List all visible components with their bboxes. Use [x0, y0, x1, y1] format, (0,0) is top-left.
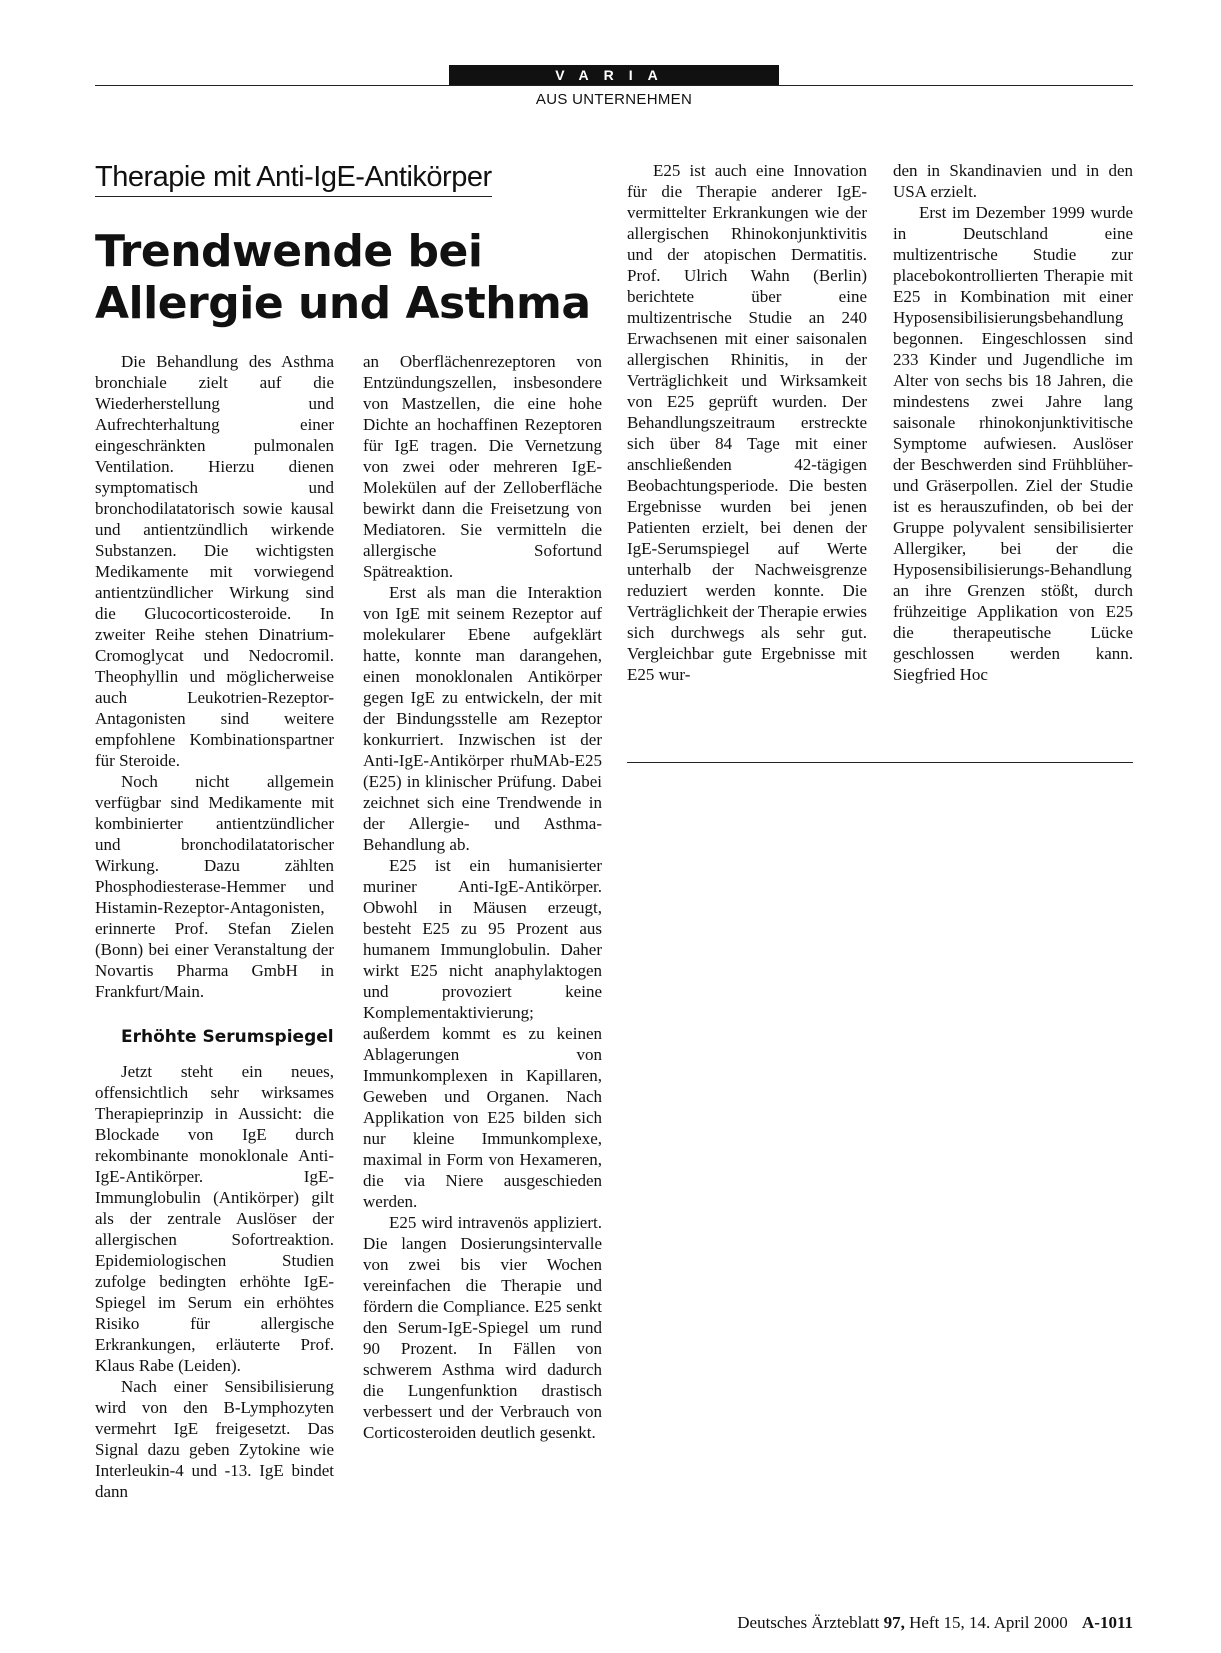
headline-line-2: Allergie und Asthma	[95, 278, 591, 329]
subheading: Erhöhte Serumspiegel	[121, 1027, 334, 1047]
volume-number: 97,	[883, 1613, 905, 1632]
paragraph: an Oberflächenrezeptoren von Entzündungszellen, insbesondere von Mastzellen, die eine hohe Dichte an hochaffinen Rezeptoren für IgE tragen. Die Vernetzung von zwei oder mehreren IgE-Molekülen auf der Zelloberfläche bewirkt dann die Freisetzung von Mediatoren. Sie vermitteln die allergische Sofortund Spätreaktion.	[363, 352, 602, 581]
issue-info: Heft 15, 14. April 2000	[909, 1613, 1068, 1632]
paragraph: E25 wird intravenös appliziert. Die langen Dosierungsintervalle von zwei bis vier Wochen vereinfachen die Therapie und fördern die Compliance. E25 senkt den Serum-IgE-Spiegel um rund 90 Prozent. In Fällen von schwerem Asthma wird dadurch die Lungenfunktion drastisch verbessert und der Verbrauch von Corticosteroiden deutlich gesenkt.	[363, 1213, 602, 1442]
subsection-label: AUS UNTERNEHMEN	[535, 91, 693, 108]
page-footer	[737, 1613, 1133, 1633]
section-label: VARIA	[449, 65, 779, 85]
paragraph: Noch nicht allgemein verfügbar sind Medikamente mit kombinierter antientzündlicher und bronchodilatatorischer Wirkung. Dazu zählten Phosphodiesterase-Hemmer und Histamin-Rezeptor-Antagonisten, erinnerte Prof. Stefan Zielen (Bonn) bei einer Veranstaltung der Novartis Pharma GmbH in Frankfurt/Main.	[95, 772, 334, 1001]
page-number: A-1011	[1082, 1613, 1133, 1632]
headline-line-1: Trendwende bei	[95, 226, 483, 277]
paragraph	[893, 202, 1133, 685]
paragraph-text: Erst im Dezember 1999 wurde in Deutschland eine multizentrische Studie zur placebokontrollierten Therapie mit E25 in Kombination mit einer Hyposensibilisierungsbehandlung begonnen. Eingeschlossen sind 233 Kinder und Jugendliche im Alter von sechs bis 18 Jahren, die mindestens zwei Jahre lang saisonale rhinokonjunktivitische Symptome aufwiesen. Auslöser der Beschwerden sind Frühblüher- und Gräserpollen. Ziel der Studie ist es herauszufinden, ob bei der Gruppe polyvalent sensibilisierter Allergiker, bei der die Hyposensibilisierungs-Behandlung an ihre Grenzen stößt, durch frühzeitige Applikation von E25 die therapeutische Lücke geschlossen werden kann.	[893, 203, 1133, 663]
paragraph: den in Skandinavien und in den USA erzielt.	[893, 161, 1133, 201]
paragraph: Erst als man die Interaktion von IgE mit seinem Rezeptor auf molekularer Ebene aufgeklärt hatte, konnte man darangehen, einen monoklonalen Antikörper gegen IgE zu entwickeln, der mit der Bindungsstelle am Rezeptor konkurriert. Inzwischen ist der Anti-IgE-Antikörper rhuMAb-E25 (E25) in klinischer Prüfung. Dabei zeichnet sich eine Trendwende in der Allergie- und Asthma-Behandlung ab.	[363, 583, 602, 854]
paragraph: Die Behandlung des Asthma bronchiale zielt auf die Wiederherstellung und Aufrechterhaltung einer eingeschränkten pulmonalen Ventilation. Hierzu dienen symptomatisch und bronchodilatatorisch sowie kausal und antientzündlich wirkende Substanzen. Die wichtigsten Medikamente mit vorwiegend antientzündlicher Wirkung sind die Glucocorticosteroide. In zweiter Reihe stehen Dinatrium-Cromoglycat und Nedocromil. Theophyllin und möglicherweise auch Leukotrien-Rezeptor-Antagonisten sind weitere empfohlene Kombinationspartner für Steroide.	[95, 352, 334, 770]
article-kicker: Therapie mit Anti-IgE-Antikörper	[95, 160, 492, 197]
text-column-2	[363, 351, 602, 1443]
author-name: Siegfried Hoc	[893, 665, 988, 684]
paragraph: E25 ist ein humanisierter muriner Anti-IgE-Antikörper. Obwohl in Mäusen erzeugt, besteht E25 zu 95 Prozent aus humanem Immunglobulin. Daher wirkt E25 nicht anaphylaktogen und provoziert keine Komplementaktivierung; außerdem kommt es zu keinen Ablagerungen von Immunkomplexen in Kapillaren, Geweben und Organen. Nach Applikation von E25 bilden sich nur kleine Immunkomplexe, maximal in Form von Hexameren, die via Niere ausgeschieden werden.	[363, 856, 602, 1211]
article-headline	[95, 226, 615, 330]
text-column-3	[627, 160, 867, 685]
header-rule	[95, 85, 1133, 86]
journal-name: Deutsches Ärzteblatt	[737, 1613, 880, 1632]
text-column-4	[893, 160, 1133, 685]
paragraph: E25 ist auch eine Innovation für die Therapie anderer IgE-vermittelter Erkrankungen wie der allergischen Rhinokonjunktivitis und der atopischen Dermatitis. Prof. Ulrich Wahn (Berlin) berichtete über eine multizentrische Studie an 240 Erwachsenen mit einer saisonalen allergischen Rhinitis, in der Verträglichkeit und Wirksamkeit von E25 geprüft wurden. Der Behandlungszeitraum erstreckte sich über 84 Tage mit einer anschließenden 42-tägigen Beobachtungsperiode. Die besten Ergebnisse wurden bei jenen Patienten erzielt, bei denen der IgE-Serumspiegel auf Werte unterhalb der Nachweisgrenze reduziert werden konnte. Die Verträglichkeit der Therapie erwies sich durchwegs als sehr gut. Vergleichbar gute Ergebnisse mit E25 wur-	[627, 161, 867, 684]
paragraph: Nach einer Sensibilisierung wird von den B-Lymphozyten vermehrt IgE freigesetzt. Das Signal dazu geben Zytokine wie Interleukin-4 und -13. IgE bindet dann	[95, 1377, 334, 1501]
paragraph: Jetzt steht ein neues, offensichtlich sehr wirksames Therapieprinzip in Aussicht: die Blockade von IgE durch rekombinante monoklonale Anti-IgE-Antikörper. IgE-Immunglobulin (Antikörper) gilt als der zentrale Auslöser der allergischen Sofortreaktion. Epidemiologischen Studien zufolge bedingten erhöhte IgE-Spiegel im Serum ein erhöhtes Risiko für allergische Erkrankungen, erläuterte Prof. Klaus Rabe (Leiden).	[95, 1062, 334, 1375]
article-end-rule	[627, 762, 1133, 763]
text-column-1	[95, 351, 334, 1502]
